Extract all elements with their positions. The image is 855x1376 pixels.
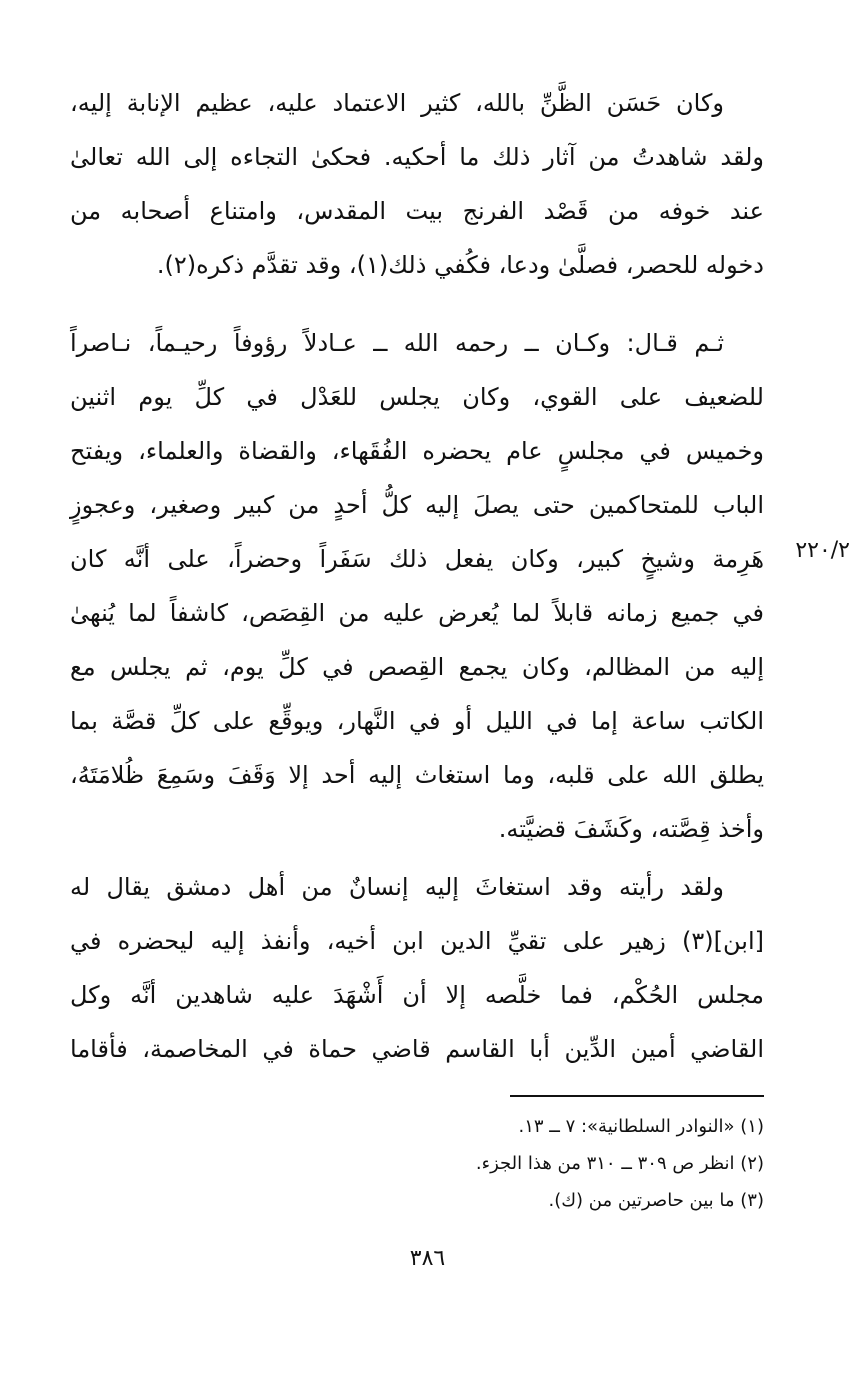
- text-line: مجلس الحُكْم، فما خلَّصه إلا أن أَشْهَدَ عليه شاهدين أنَّه وكل: [70, 981, 764, 1009]
- text-line: إليه من المظالم، وكان يجمع القِصص في كلِّ يوم، ثم يجلس مع: [70, 653, 764, 681]
- text-line: ولقد شاهدتُ من آثار ذلك ما أحكيه. فحكىٰ التجاءه إلى الله تعالىٰ: [70, 143, 764, 171]
- page-number: ٣٨٦: [409, 1246, 446, 1271]
- text-line: ثـم قـال: وكـان ــ رحمه الله ــ عـادلاً رؤوفاً رحيـماً، نـاصراً: [70, 329, 724, 357]
- text-line: الباب للمتحاكمين حتى يصلَ إليه كلُّ أحدٍ من كبير وصغير، وعجوزٍ: [70, 491, 764, 519]
- text-line: القاضي أمين الدِّين أبا القاسم قاضي حماة في المخاصمة، فأقاما: [70, 1035, 764, 1063]
- paragraph-1: [70, 76, 764, 292]
- text-line: للضعيف على القوي، وكان يجلس للعَدْل في كلِّ يوم اثنين: [70, 383, 764, 411]
- text-line: عند خوفه من قَصْد الفرنج بيت المقدس، وامتناع أصحابه من: [70, 197, 764, 225]
- text-line: [ابن](٣) زهير على تقيِّ الدين ابن أخيه، وأنفذ إليه ليحضره في: [70, 927, 764, 955]
- text-line: هَرِمة وشيخٍ كبير، وكان يفعل ذلك سَفَراً وحضراً، على أنَّه كان: [70, 545, 764, 573]
- text-line: وخميس في مجلسٍ عام يحضره الفُقَهاء، والقضاة والعلماء، ويفتح: [70, 437, 764, 465]
- text-line: وكان حَسَن الظَّنِّ بالله، كثير الاعتماد عليه، عظيم الإنابة إليه،: [70, 89, 724, 117]
- text-line: في جميع زمانه قابلاً لما يُعرض عليه من القِصَص، كاشفاً لما يُنهىٰ: [70, 599, 764, 627]
- footnote: (٢) انظر ص ٣٠٩ ــ ٣١٠ من هذا الجزء.: [475, 1153, 764, 1174]
- paragraph-3: [70, 860, 764, 1076]
- footnote: (١) «النوادر السلطانية»: ٧ ــ ١٣.: [518, 1116, 764, 1137]
- margin-volume-page-note: ٢٢٠/٢: [795, 538, 850, 563]
- text-line: دخوله للحصر، فصلَّىٰ ودعا، فكُفي ذلك(١)، وقد تقدَّم ذكره(٢).: [156, 251, 764, 279]
- paragraph-2: [70, 316, 764, 856]
- text-line: ولقد رأيته وقد استغاثَ إليه إنسانٌ من أهل دمشق يقال له: [70, 873, 724, 901]
- footnote-divider: [510, 1095, 764, 1097]
- text-line: يطلق الله على قلبه، وما استغاث إليه أحد إلا وَقَفَ وسَمِعَ ظُلامَتَهُ،: [70, 761, 764, 789]
- footnote: (٣) ما بين حاصرتين من (ك).: [548, 1190, 764, 1211]
- footnotes: [300, 1108, 764, 1219]
- text-line: وأخذ قِصَّته، وكَشَفَ قضيَّته.: [498, 815, 764, 843]
- text-line: الكاتب ساعة إما في الليل أو في النَّهار، ويوقِّع على كلِّ قصَّة بما: [70, 707, 764, 735]
